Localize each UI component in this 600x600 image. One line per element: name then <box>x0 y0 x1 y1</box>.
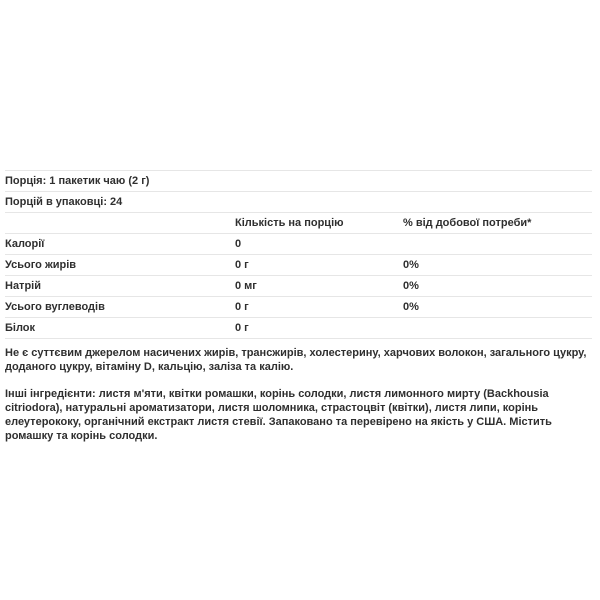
nutrient-amount: 0 г <box>235 318 403 339</box>
nutrient-amount: 0 г <box>235 255 403 276</box>
servings-per-container-text: Порцій в упаковці: 24 <box>5 192 592 213</box>
nutrient-amount: 0 г <box>235 297 403 318</box>
serving-size-text: Порція: 1 пакетик чаю (2 г) <box>5 171 592 192</box>
nutrient-amount: 0 мг <box>235 276 403 297</box>
nutrient-name: Калорії <box>5 234 235 255</box>
column-header-row <box>5 213 592 234</box>
servings-per-container-row <box>5 192 592 213</box>
table-row-sodium <box>5 276 592 297</box>
nutrient-name: Білок <box>5 318 235 339</box>
column-header-amount: Кількість на порцію <box>235 213 403 234</box>
serving-size-row <box>5 171 592 192</box>
column-header-daily-value: % від добової потреби* <box>403 213 592 234</box>
nutrient-dv: 0% <box>403 255 592 276</box>
nutrient-name: Усього жирів <box>5 255 235 276</box>
other-ingredients-note: Інші інгредієнти: листя м'яти, квітки ромашки, корінь солодки, листя лимонного мирту (Backhousia citriodora), натуральні ароматизатори, листя шоломника, страстоцвіт (квітки), листя липи, корінь елеутерококу, органічний екстракт листя стевії. Запаковано та перевірено на якість у США. Містить ромашку та корінь солодки. <box>5 388 552 442</box>
nutrition-table <box>5 170 592 339</box>
nutrient-dv: 0% <box>403 297 592 318</box>
column-header-spacer <box>5 213 235 234</box>
nutrient-name: Усього вуглеводів <box>5 297 235 318</box>
nutrition-facts-label <box>5 170 592 443</box>
nutrient-name: Натрій <box>5 276 235 297</box>
table-row-total-carbs <box>5 297 592 318</box>
nutrient-dv <box>403 318 592 339</box>
table-row-calories <box>5 234 592 255</box>
not-significant-source-note: Не є суттєвим джерелом насичених жирів, трансжирів, холестерину, харчових волокон, загального цукру, доданого цукру, вітаміну D, кальцію, заліза та калію. <box>5 347 587 373</box>
table-row-protein <box>5 318 592 339</box>
table-row-total-fat <box>5 255 592 276</box>
nutrient-dv: 0% <box>403 276 592 297</box>
nutrient-amount: 0 <box>235 234 403 255</box>
nutrient-dv <box>403 234 592 255</box>
